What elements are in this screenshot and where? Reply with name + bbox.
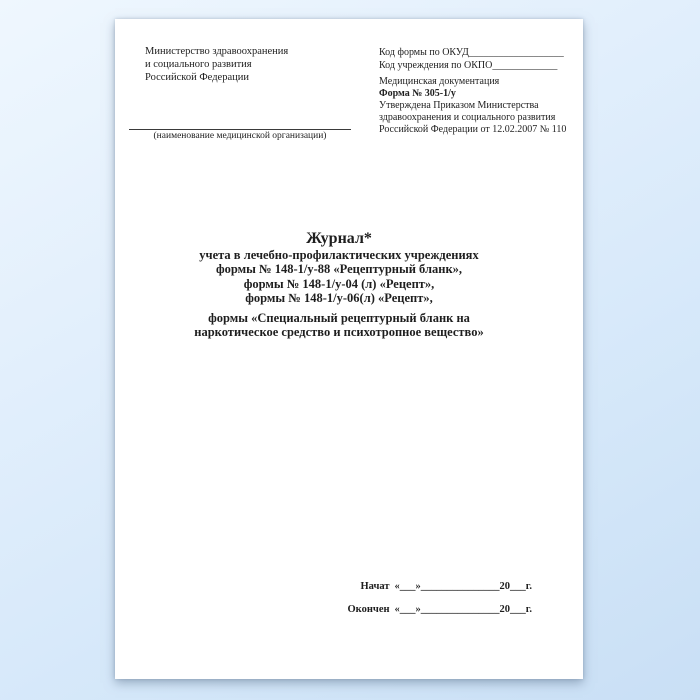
okud-code-line: Код формы по ОКУД___________________ xyxy=(379,47,564,58)
title-subtitle-2 xyxy=(115,311,563,340)
title-line: наркотическое средство и психотропное вещество» xyxy=(194,325,484,340)
organization-name-caption: (наименование медицинской организации) xyxy=(153,131,327,141)
title-block xyxy=(115,230,563,340)
journal-cover-page xyxy=(115,19,583,679)
approval-line: Российской Федерации от 12.02.2007 № 110 xyxy=(379,124,567,135)
organization-name-field xyxy=(129,129,351,142)
title-subtitle xyxy=(115,248,563,305)
started-label: Начат xyxy=(360,581,390,592)
doc-info-block xyxy=(379,76,571,136)
page-title: Журнал* xyxy=(306,230,372,247)
started-blank-line: «___»_______________20___г. xyxy=(394,581,532,592)
ministry-line: и социального развития xyxy=(145,59,252,70)
title-line: формы «Специальный рецептурный бланк на xyxy=(208,311,470,326)
form-number: Форма № 305-1/у xyxy=(379,88,456,99)
title-line: учета в лечебно-профилактических учреждениях xyxy=(199,248,479,262)
dates-block xyxy=(348,580,532,616)
okpo-code-line: Код учреждения по ОКПО_____________ xyxy=(379,60,558,71)
approval-line: здравоохранения и социального развития xyxy=(379,112,556,123)
title-line: формы № 148-1/у-88 «Рецептурный бланк», xyxy=(215,262,463,277)
finished-blank-line: «___»_______________20___г. xyxy=(394,604,532,615)
ministry-line: Российской Федерации xyxy=(145,72,249,83)
doc-type: Медицинская документация xyxy=(379,76,500,87)
title-line: формы № 148-1/у-04 (л) «Рецепт», xyxy=(243,276,435,291)
ministry-block xyxy=(145,45,355,84)
ministry-line: Министерство здравоохранения xyxy=(145,46,289,57)
approval-line: Утверждена Приказом Министерства xyxy=(379,100,539,111)
title-line: формы № 148-1/у-06(л) «Рецепт», xyxy=(245,290,433,305)
codes-block xyxy=(379,46,571,72)
finished-label: Окончен xyxy=(347,604,390,615)
